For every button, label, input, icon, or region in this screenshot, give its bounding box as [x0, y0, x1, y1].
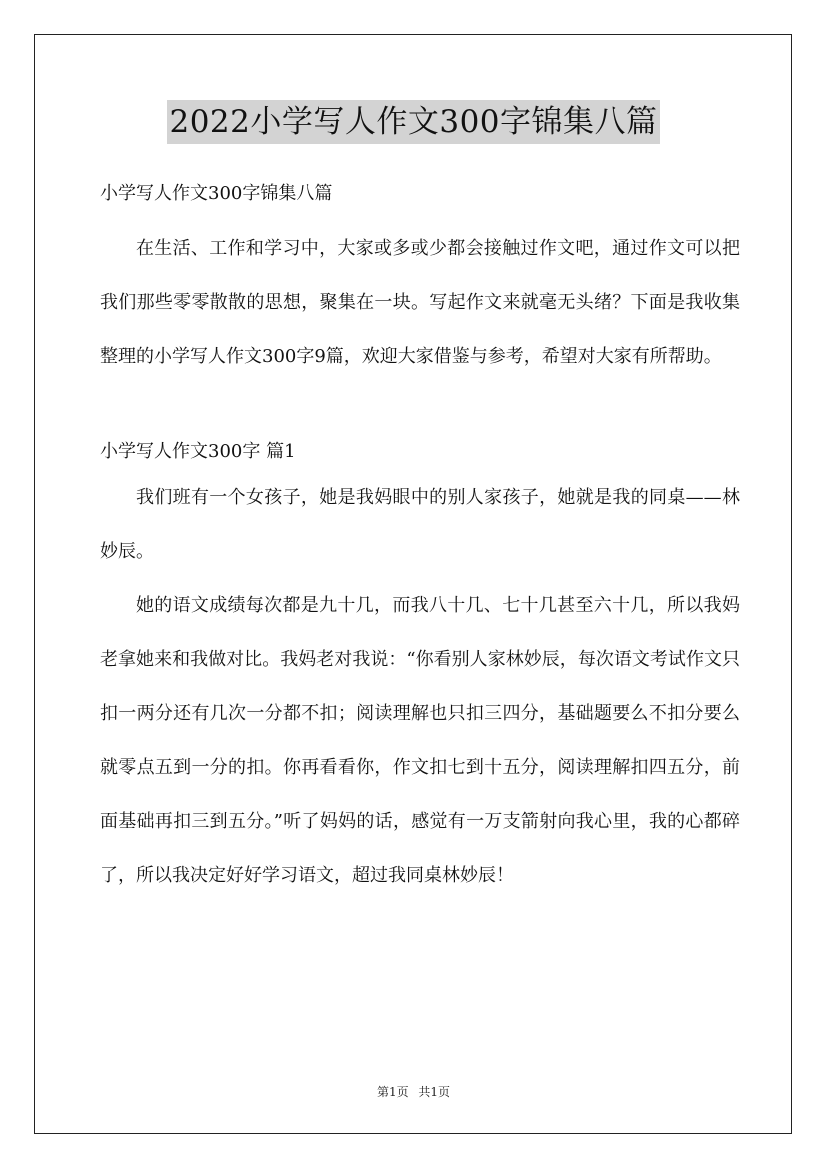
spacer — [100, 384, 740, 434]
document-title: 2022小学写人作文300字锦集八篇 — [167, 100, 659, 144]
body-paragraph: 她的语文成绩每次都是九十几，而我八十几、七十几甚至六十几，所以我妈老拿她来和我做对比。我妈老对我说：“你看别人家林妙辰，每次语文考试作文只扣一两分还有几次一分都不扣；阅读理解也只扣三四分，基础题要么不扣分要么就零点五到一分的扣。你再看看你，作文扣七到十五分，阅读理解扣四五分，前面基础再扣三到五分。”听了妈妈的话，感觉有一万支箭射向我心里，我的心都碎了，所以我决定好好学习语文，超过我同桌林妙辰！ — [100, 595, 740, 886]
page-footer — [0, 1083, 827, 1100]
title-container — [0, 100, 827, 144]
intro-paragraph: 在生活、工作和学习中，大家或多或少都会接触过作文吧，通过作文可以把我们那些零零散散的思想，聚集在一块。写起作文来就毫无头绪？下面是我收集整理的小学写人作文300字9篇，欢迎大家借鉴与参考，希望对大家有所帮助。 — [100, 238, 740, 367]
body-paragraph: 我们班有一个女孩子，她是我妈眼中的别人家孩子，她就是我的同桌——林妙辰。 — [100, 487, 740, 562]
page-number-current: 第1页 — [376, 1085, 409, 1099]
page-number-total: 共1页 — [418, 1085, 451, 1099]
section-heading: 小学写人作文300字 篇1 — [100, 441, 296, 462]
document-subtitle: 小学写人作文300字锦集八篇 — [100, 183, 333, 204]
document-body — [100, 176, 740, 903]
